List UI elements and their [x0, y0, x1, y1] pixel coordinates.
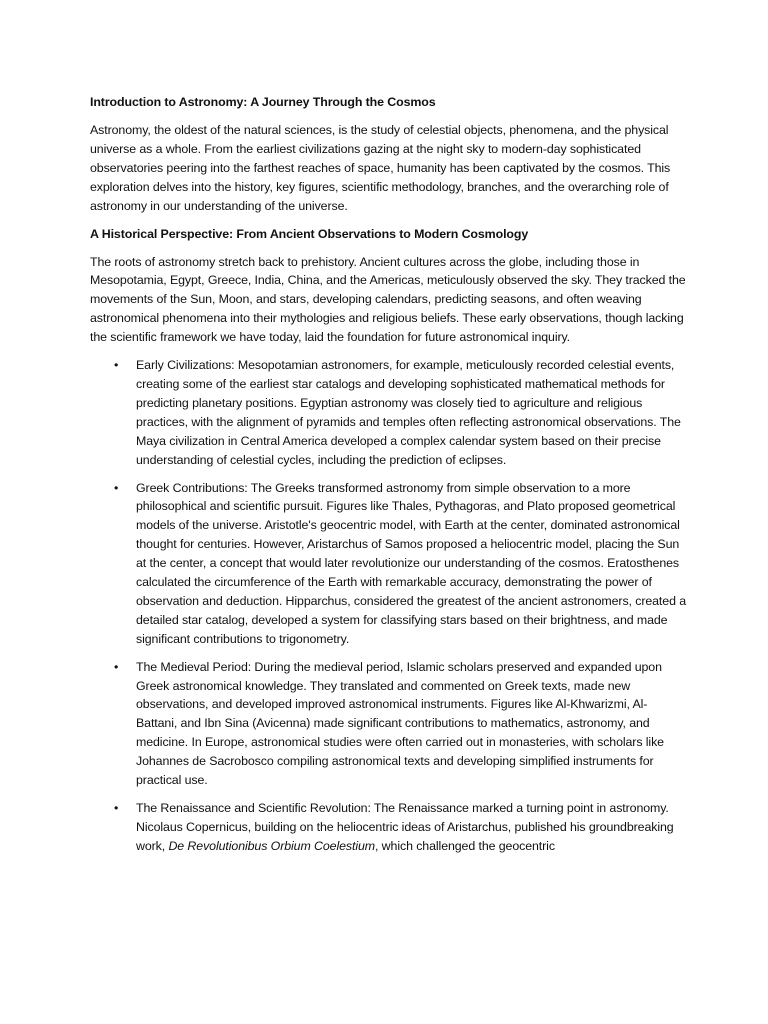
- list-item-text-before: The Renaissance and Scientific Revolution: The Renaissance marked a turning point in astronomy. Nicolaus Copernicus, building on the heliocentric ideas of Aristarchus, published his groundbreaking work,: [136, 801, 674, 853]
- list-item: [90, 799, 686, 856]
- bullet-icon: •: [114, 358, 119, 373]
- intro-paragraph: Astronomy, the oldest of the natural sciences, is the study of celestial objects, phenomena, and the physical universe as a whole. From the earliest civilizations gazing at the night sky to modern-day sophisticated observatories peering into the farthest reaches of space, humanity has been captivated by the cosmos. This exploration delves into the history, key figures, scientific methodology, branches, and the overarching role of astronomy in our understanding of the universe.: [90, 123, 671, 213]
- bullet-icon: •: [114, 801, 119, 815]
- bullet-list: [90, 356, 686, 856]
- bullet-icon: •: [114, 480, 119, 495]
- list-item: [90, 356, 686, 469]
- list-item-text-after: , which challenged the geocentric: [375, 838, 555, 853]
- list-item-text: Greek Contributions: The Greeks transformed astronomy from simple observation to a more philosophical and scientific pursuit. Figures like Thales, Pythagoras, and Plato proposed geometrical models of the universe. Aristotle's geocentric model, with Earth at the center, dominated astronomical thought for centuries. However, Aristarchus of Samos proposed a heliocentric model, placing the Sun at the center, a concept that would later revolutionize our understanding of the cosmos. Eratosthenes calculated the circumference of the Earth with remarkable accuracy, demonstrating the power of observation and deduction. Hipparchus, considered the greatest of the ancient astronomers, created a detailed star catalog, developed a system for classifying stars based on their brightness, and made significant contributions to trigonometry.: [136, 480, 686, 646]
- list-item: [90, 479, 686, 649]
- list-item-text: The Medieval Period: During the medieval period, Islamic scholars preserved and expanded upon Greek astronomical knowledge. They translated and commented on Greek texts, made new observations, and developed improved astronomical instruments. Figures like Al-Khwarizmi, Al-Battani, and Ibn Sina (Avicenna) made significant contributions to mathematics, astronomy, and medicine. In Europe, astronomical studies were often carried out in monasteries, with scholars like Johannes de Sacrobosco compiling astronomical texts and developing simplified instruments for practical use.: [136, 659, 664, 788]
- list-item: [90, 658, 686, 790]
- list-item-text: Early Civilizations: Mesopotamian astronomers, for example, meticulously recorded celestial events, creating some of the earliest star catalogs and developing sophisticated mathematical methods for predicting planetary positions. Egyptian astronomy was closely tied to agriculture and religious practices, with the alignment of pyramids and temples often reflecting astronomical observations. The Maya civilization in Central America developed a complex calendar system based on their precise understanding of celestial cycles, including the prediction of eclipses.: [136, 358, 681, 467]
- section-heading: A Historical Perspective: From Ancient Observations to Modern Cosmology: [90, 226, 529, 241]
- document-page: [90, 93, 686, 865]
- book-title: De Revolutionibus Orbium Coelestium: [168, 838, 375, 853]
- document-title: Introduction to Astronomy: A Journey Through the Cosmos: [90, 95, 436, 109]
- bullet-icon: •: [114, 659, 119, 674]
- section-paragraph: The roots of astronomy stretch back to prehistory. Ancient cultures across the globe, including those in Mesopotamia, Egypt, Greece, India, China, and the Americas, meticulously observed the sky. They tracked the movements of the Sun, Moon, and stars, developing calendars, predicting seasons, and often weaving astronomical phenomena into their mythologies and religious beliefs. These early observations, though lacking the scientific framework we have today, laid the foundation for future astronomical inquiry.: [90, 254, 686, 345]
